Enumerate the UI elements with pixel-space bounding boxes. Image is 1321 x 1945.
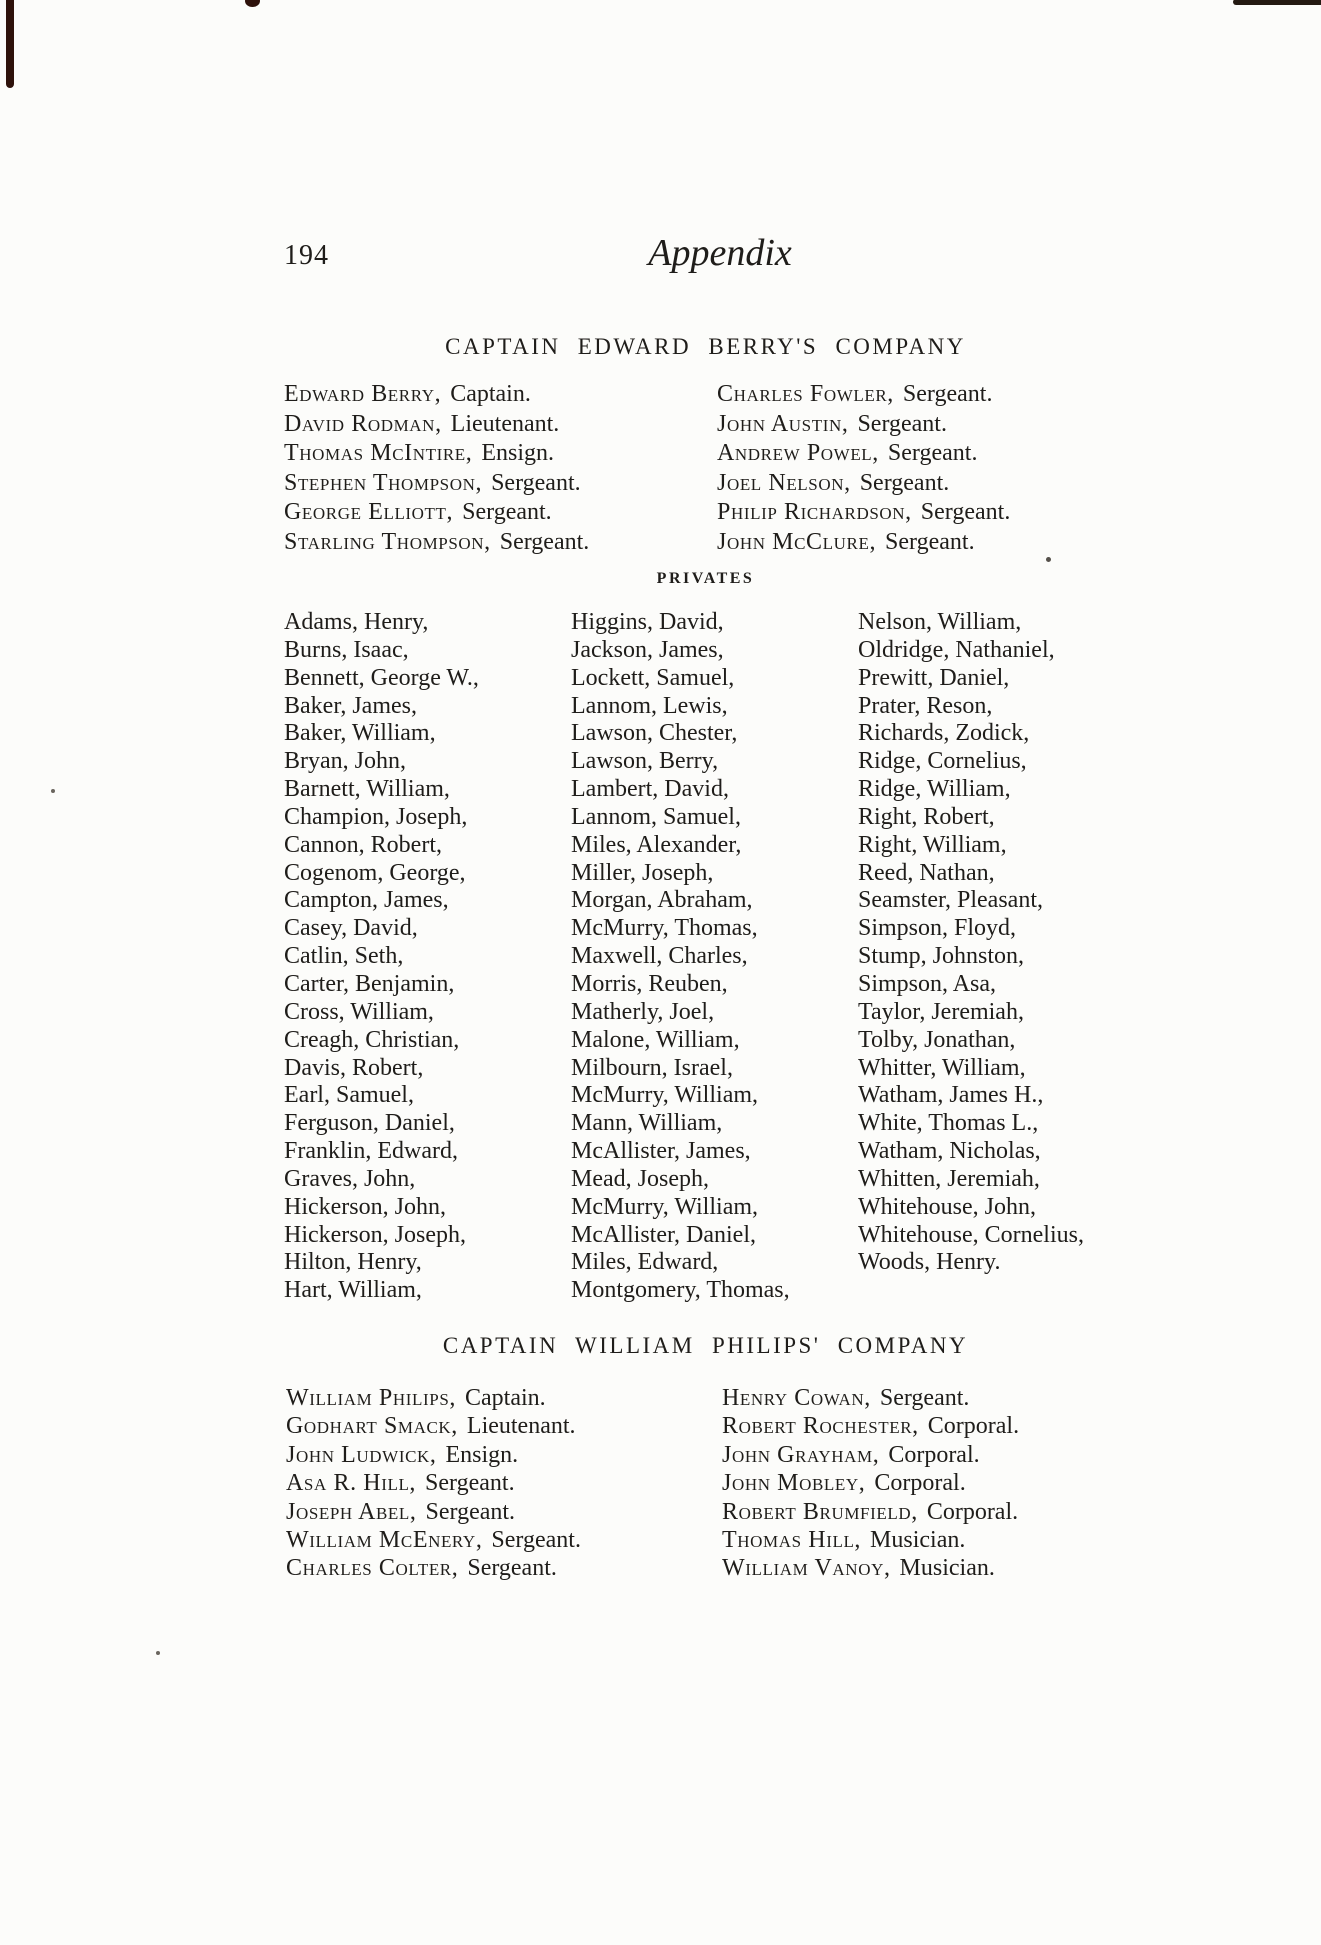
officer-rank: Lieutenant. <box>466 1413 576 1440</box>
officer-name: Stephen Thompson, <box>284 469 483 496</box>
officer-row <box>284 528 589 558</box>
officer-name: Joseph Abel, <box>286 1498 417 1525</box>
officer-name: Philip Richardson, <box>717 499 912 525</box>
officer-name: Henry Cowan, <box>722 1385 871 1411</box>
privates-column-3 <box>858 609 1084 1277</box>
private-row: McMurry, Thomas, <box>571 915 758 942</box>
private-row: Oldridge, Nathaniel, <box>858 636 1055 663</box>
private-row: Adams, Henry, <box>284 609 429 635</box>
private-row: Davis, Robert, <box>284 1054 424 1081</box>
private-row: Catlin, Seth, <box>284 943 404 970</box>
officer-name: Thomas McIntire, <box>284 440 473 466</box>
private-row: Woods, Henry. <box>858 1249 1001 1276</box>
running-title: Appendix <box>648 232 792 274</box>
private-row: Matherly, Joel, <box>571 998 715 1025</box>
officer-name: John Mobley, <box>722 1470 866 1497</box>
officer-name: John Grayham, <box>722 1441 880 1468</box>
privates-column-2 <box>571 609 790 1305</box>
private-row: Taylor, Jeremiah, <box>858 998 1024 1025</box>
officer-name: Thomas Hill, <box>722 1527 862 1554</box>
private-row: Cross, William, <box>284 998 434 1025</box>
private-row: Earl, Samuel, <box>284 1082 414 1109</box>
private-row: Hilton, Henry, <box>284 1249 422 1276</box>
officer-row <box>717 469 1010 499</box>
private-row: Miles, Alexander, <box>571 831 742 858</box>
private-row: Lannom, Samuel, <box>571 803 741 830</box>
private-row: Lockett, Samuel, <box>571 664 735 691</box>
private-row: McAllister, Daniel, <box>571 1221 756 1248</box>
officer-rank: Sergeant. <box>857 410 947 437</box>
private-row: Bennett, George W., <box>284 664 479 691</box>
officer-rank: Sergeant. <box>491 469 581 496</box>
private-row: Montgomery, Thomas, <box>571 1277 790 1304</box>
officer-row <box>284 439 589 469</box>
officer-row <box>286 1412 581 1440</box>
private-row: Lawson, Chester, <box>571 720 738 747</box>
officer-row <box>286 1498 581 1526</box>
officer-rank: Captain. <box>450 381 531 407</box>
private-row: Richards, Zodick, <box>858 720 1030 747</box>
officer-name: Asa R. Hill, <box>286 1470 417 1497</box>
privates-heading: PRIVATES <box>656 570 755 587</box>
officer-rank: Sergeant. <box>491 1527 581 1554</box>
officer-name: Charles Fowler, <box>717 381 894 407</box>
private-row: Miller, Joseph, <box>571 859 714 886</box>
private-row: Tolby, Jonathan, <box>858 1026 1016 1053</box>
private-row: Hickerson, Joseph, <box>284 1221 466 1248</box>
officer-rank: Sergeant. <box>920 499 1011 525</box>
private-row: Champion, Joseph, <box>284 803 468 830</box>
officer-row <box>722 1554 1019 1582</box>
company-title: CAPTAIN WILLIAM PHILIPS' COMPANY <box>442 1333 969 1358</box>
private-row: Morris, Reuben, <box>571 970 728 997</box>
officer-name: George Elliott, <box>284 499 454 525</box>
officer-name: William Philips, <box>286 1385 456 1411</box>
officer-row <box>717 380 1010 410</box>
private-row: McMurry, William, <box>571 1082 759 1109</box>
private-row: Watham, James H., <box>858 1082 1044 1109</box>
private-row: Cannon, Robert, <box>284 831 442 858</box>
officer-name: Godhart Smack, <box>286 1413 458 1440</box>
private-row: Jackson, James, <box>571 636 724 663</box>
officer-row <box>717 410 1010 440</box>
officer-rank: Captain. <box>464 1385 546 1411</box>
private-row: Casey, David, <box>284 915 418 942</box>
private-row: Graves, John, <box>284 1165 416 1192</box>
officer-name: Robert Brumfield, <box>722 1498 918 1525</box>
officer-rank: Sergeant. <box>425 1498 516 1525</box>
officer-rank: Sergeant. <box>425 1470 515 1497</box>
officer-rank: Musician. <box>870 1527 966 1554</box>
scan-artifact <box>1233 0 1321 5</box>
officer-row <box>286 1469 581 1497</box>
officer-row <box>722 1526 1019 1554</box>
officer-row <box>722 1441 1019 1469</box>
private-row: Higgins, David, <box>571 609 724 635</box>
officer-column-left <box>284 380 589 557</box>
private-row: Watham, Nicholas, <box>858 1138 1041 1165</box>
private-row: Creagh, Christian, <box>284 1026 460 1053</box>
officer-row <box>286 1384 581 1412</box>
private-row: Campton, James, <box>284 887 449 914</box>
officer-row <box>722 1384 1019 1412</box>
officer-rank: Sergeant. <box>902 381 993 407</box>
officer-row <box>284 380 589 410</box>
private-row: Mann, William, <box>571 1110 723 1137</box>
officer-name: John Austin, <box>717 410 849 437</box>
private-row: McMurry, William, <box>571 1193 759 1220</box>
private-row: Hickerson, John, <box>284 1193 446 1220</box>
officer-rank: Lieutenant. <box>450 410 560 437</box>
officer-rank: Sergeant. <box>462 499 552 525</box>
private-row: Lannom, Lewis, <box>571 692 728 719</box>
officer-name: David Rodman, <box>284 410 442 437</box>
private-row: Seamster, Pleasant, <box>858 887 1043 914</box>
officer-column-right <box>717 380 1010 557</box>
private-row: Whitehouse, Cornelius, <box>858 1221 1084 1248</box>
scan-speck <box>156 1651 160 1655</box>
officer-rank: Sergeant. <box>885 528 975 555</box>
private-row: Lawson, Berry, <box>571 748 719 775</box>
officer-row <box>284 410 589 440</box>
private-row: Prewitt, Daniel, <box>858 664 1010 691</box>
private-row: Ridge, Cornelius, <box>858 748 1027 775</box>
officer-row <box>286 1441 581 1469</box>
private-row: Morgan, Abraham, <box>571 887 753 914</box>
private-row: Lambert, David, <box>571 776 729 803</box>
officer-name: William McEnery, <box>286 1527 483 1554</box>
officer-rank: Musician. <box>899 1555 995 1582</box>
private-row: Malone, William, <box>571 1026 740 1053</box>
officer-rank: Sergeant. <box>887 440 978 466</box>
private-row: Ferguson, Daniel, <box>284 1110 455 1137</box>
page-number: 194 <box>284 240 329 271</box>
scan-speck <box>1046 557 1051 562</box>
private-row: Milbourn, Israel, <box>571 1054 733 1081</box>
private-row: Right, Robert, <box>858 803 995 830</box>
officer-row <box>284 469 589 499</box>
private-row: Cogenom, George, <box>284 859 466 886</box>
officer-name: Joel Nelson, <box>717 469 851 496</box>
private-row: Hart, William, <box>284 1277 422 1304</box>
private-row: McAllister, James, <box>571 1138 751 1165</box>
private-row: Stump, Johnston, <box>858 943 1025 970</box>
private-row: Franklin, Edward, <box>284 1138 458 1165</box>
officer-name: Andrew Powel, <box>717 440 879 466</box>
officer-name: Charles Colter, <box>286 1555 459 1582</box>
private-row: Whitter, William, <box>858 1054 1026 1081</box>
officer-rank: Sergeant. <box>879 1385 970 1411</box>
private-row: Nelson, William, <box>858 609 1022 635</box>
scan-artifact <box>6 0 14 88</box>
officer-name: Edward Berry, <box>284 381 442 407</box>
private-row: Baker, James, <box>284 692 417 719</box>
officer-rank: Sergeant. <box>499 528 590 555</box>
private-row: White, Thomas L., <box>858 1110 1039 1137</box>
scan-speck <box>51 789 55 793</box>
private-row: Mead, Joseph, <box>571 1165 709 1192</box>
officer-rank: Sergeant. <box>467 1555 557 1582</box>
private-row: Reed, Nathan, <box>858 859 995 886</box>
officer-name: William Vanoy, <box>722 1555 891 1582</box>
officer-rank: Sergeant. <box>859 469 950 496</box>
officer-column-left <box>286 1384 581 1583</box>
officer-rank: Ensign. <box>481 440 555 466</box>
private-row: Right, William, <box>858 831 1007 858</box>
privates-column-1 <box>284 609 479 1305</box>
officer-rank: Corporal. <box>926 1498 1019 1525</box>
officer-rank: Corporal. <box>874 1470 966 1497</box>
officer-row <box>286 1526 581 1554</box>
officer-row <box>284 498 589 528</box>
private-row: Simpson, Floyd, <box>858 915 1017 942</box>
officer-name: John McClure, <box>717 528 877 555</box>
officer-name: Robert Rochester, <box>722 1413 919 1440</box>
officer-name: John Ludwick, <box>286 1441 437 1468</box>
private-row: Whitten, Jeremiah, <box>858 1165 1040 1192</box>
private-row: Prater, Reson, <box>858 692 993 719</box>
officer-row <box>722 1498 1019 1526</box>
officer-row <box>722 1469 1019 1497</box>
company-title: CAPTAIN EDWARD BERRY'S COMPANY <box>445 334 966 359</box>
private-row: Barnett, William, <box>284 776 450 803</box>
officer-rank: Ensign. <box>445 1441 519 1468</box>
private-row: Whitehouse, John, <box>858 1193 1036 1220</box>
private-row: Maxwell, Charles, <box>571 943 748 970</box>
officer-row <box>717 439 1010 469</box>
private-row: Baker, William, <box>284 720 436 747</box>
officer-row <box>286 1554 581 1582</box>
officer-rank: Corporal. <box>927 1413 1020 1440</box>
officer-row <box>722 1412 1019 1440</box>
private-row: Simpson, Asa, <box>858 970 997 997</box>
officer-column-right <box>722 1384 1019 1583</box>
scan-artifact <box>245 0 260 7</box>
officer-rank: Corporal. <box>888 1441 980 1468</box>
private-row: Ridge, William, <box>858 776 1011 803</box>
officer-name: Starling Thompson, <box>284 528 491 555</box>
officer-row <box>717 528 1010 558</box>
private-row: Carter, Benjamin, <box>284 970 455 997</box>
officer-row <box>717 498 1010 528</box>
private-row: Miles, Edward, <box>571 1249 719 1276</box>
private-row: Burns, Isaac, <box>284 636 409 663</box>
private-row: Bryan, John, <box>284 748 406 775</box>
